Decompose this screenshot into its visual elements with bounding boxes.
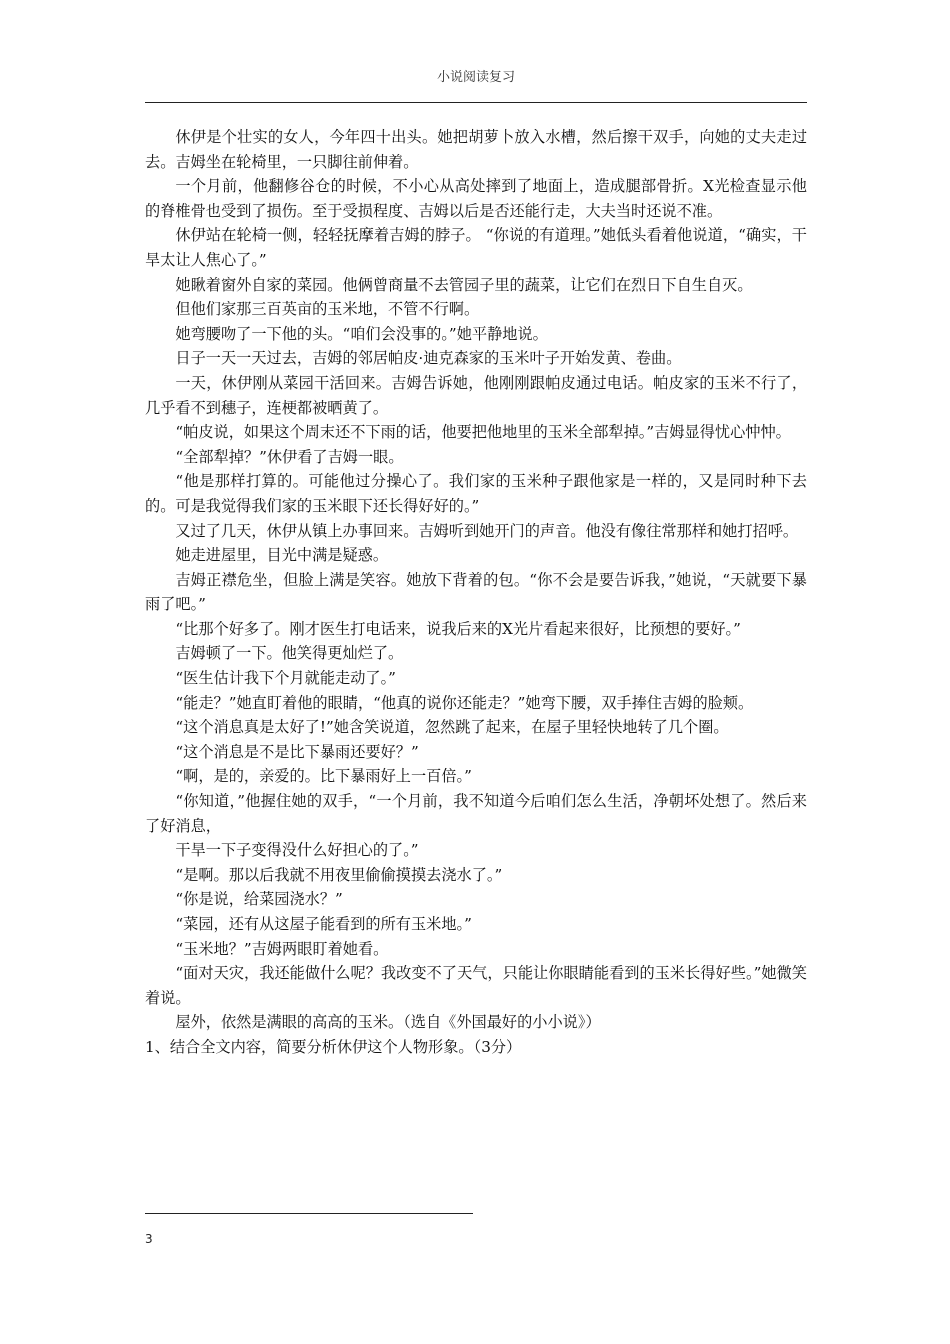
paragraph: “菜园，还有从这屋子能看到的所有玉米地。”	[175, 915, 472, 933]
page-header: 小说阅读复习	[436, 70, 515, 85]
paragraph: 但他们家那三百英亩的玉米地，不管不行啊。	[175, 300, 480, 319]
paragraph: 休伊站在轮椅一侧，轻轻抚摩着吉姆的脖子。 “你说的有道理。”她低头看着他说道，“确实，干旱太让人焦心了。”	[145, 226, 807, 269]
paragraph: “你知道，”他握住她的双手，“一个月前，我不知道今后咱们怎么生活，净朝坏处想了。然后来了好消息，	[145, 792, 807, 835]
paragraph: 她走进屋里，目光中满是疑惑。	[175, 546, 389, 565]
answer-line	[145, 1213, 473, 1214]
paragraph: 一个月前，他翻修谷仓的时候，不小心从高处摔到了地面上，造成腿部骨折。X光检查显示他的脊椎骨也受到了损伤。至于受损程度、吉姆以后是否还能行走，大夫当时还说不准。	[145, 177, 807, 220]
paragraph: 吉姆顿了一下。他笑得更灿烂了。	[175, 644, 404, 663]
paragraph: “你是说，给菜园浇水？”	[175, 890, 343, 909]
paragraph: 她弯腰吻了一下他的头。“咱们会没事的。”她平静地说。	[175, 324, 548, 343]
paragraph: “面对天灾，我还能做什么呢？我改变不了天气，只能让你眼睛能看到的玉米长得好些。”她微笑着说。	[145, 964, 807, 1007]
paragraph: 干旱一下子变得没什么好担心的了。”	[175, 841, 419, 860]
paragraph: 又过了几天，休伊从镇上办事回来。吉姆听到她开门的声音。他没有像往常那样和她打招呼。	[175, 521, 799, 540]
paragraph: “全部犁掉？”休伊看了吉姆一眼。	[175, 447, 404, 466]
paragraph: 她瞅着窗外自家的菜园。他俩曾商量不去管园子里的蔬菜，让它们在烈日下自生自灭。	[175, 275, 753, 294]
paragraph: “他是那样打算的。可能他过分操心了。我们家的玉米种子跟他家是一样的，又是同时种下去的。可是我觉得我们家的玉米眼下还长得好好的。”	[145, 472, 807, 515]
paragraph: “这个消息是不是比下暴雨还要好？”	[175, 742, 419, 761]
paragraph: “帕皮说，如果这个周末还不下雨的话，他要把他地里的玉米全部犁掉。”吉姆显得忧心忡忡。	[175, 423, 791, 442]
paragraph: “这个消息真是太好了!”她含笑说道，忽然跳了起来，在屋子里轻快地转了几个圈。	[175, 718, 729, 737]
paragraph: “能走？”她直盯着他的眼睛，“他真的说你还能走？”她弯下腰，双手捧住吉姆的脸颊。	[175, 693, 754, 712]
paragraph: 屋外，依然是满眼的高高的玉米。（选自《外国最好的小小说》）	[175, 1013, 601, 1032]
paragraph: 休伊是个壮实的女人，今年四十出头。她把胡萝卜放入水槽，然后擦干双手，向她的丈夫走过去。吉姆坐在轮椅里，一只脚往前伸着。	[145, 128, 807, 171]
paragraph: 吉姆正襟危坐，但脸上满是笑容。她放下背着的包。“你不会是要告诉我，”她说，“天就要下暴雨了吧。”	[145, 570, 807, 614]
paragraph: “医生估计我下个月就能走动了。”	[175, 669, 396, 688]
paragraph: “比那个好多了。刚才医生打电话来，说我后来的X光片看起来很好，比预想的要好。”	[175, 619, 741, 638]
paragraph: 一天，休伊刚从菜园干活回来。吉姆告诉她，他刚刚跟帕皮通过电话。帕皮家的玉米不行了，几乎看不到穗子，连梗都被晒黄了。	[145, 373, 807, 417]
paragraph: “啊，是的，亲爱的。比下暴雨好上一百倍。”	[175, 767, 472, 786]
header-divider	[145, 102, 807, 103]
paragraph: “是啊。那以后我就不用夜里偷偷摸摸去浇水了。”	[175, 865, 503, 884]
story-body	[145, 125, 807, 1060]
page-number: 3	[145, 1232, 153, 1246]
paragraph: “玉米地？”吉姆两眼盯着她看。	[175, 939, 389, 958]
question-1: 1、结合全文内容，简要分析休伊这个人物形象。（3分）	[145, 1037, 522, 1056]
paragraph: 日子一天一天过去，吉姆的邻居帕皮·迪克森家的玉米叶子开始发黄、卷曲。	[175, 349, 682, 368]
